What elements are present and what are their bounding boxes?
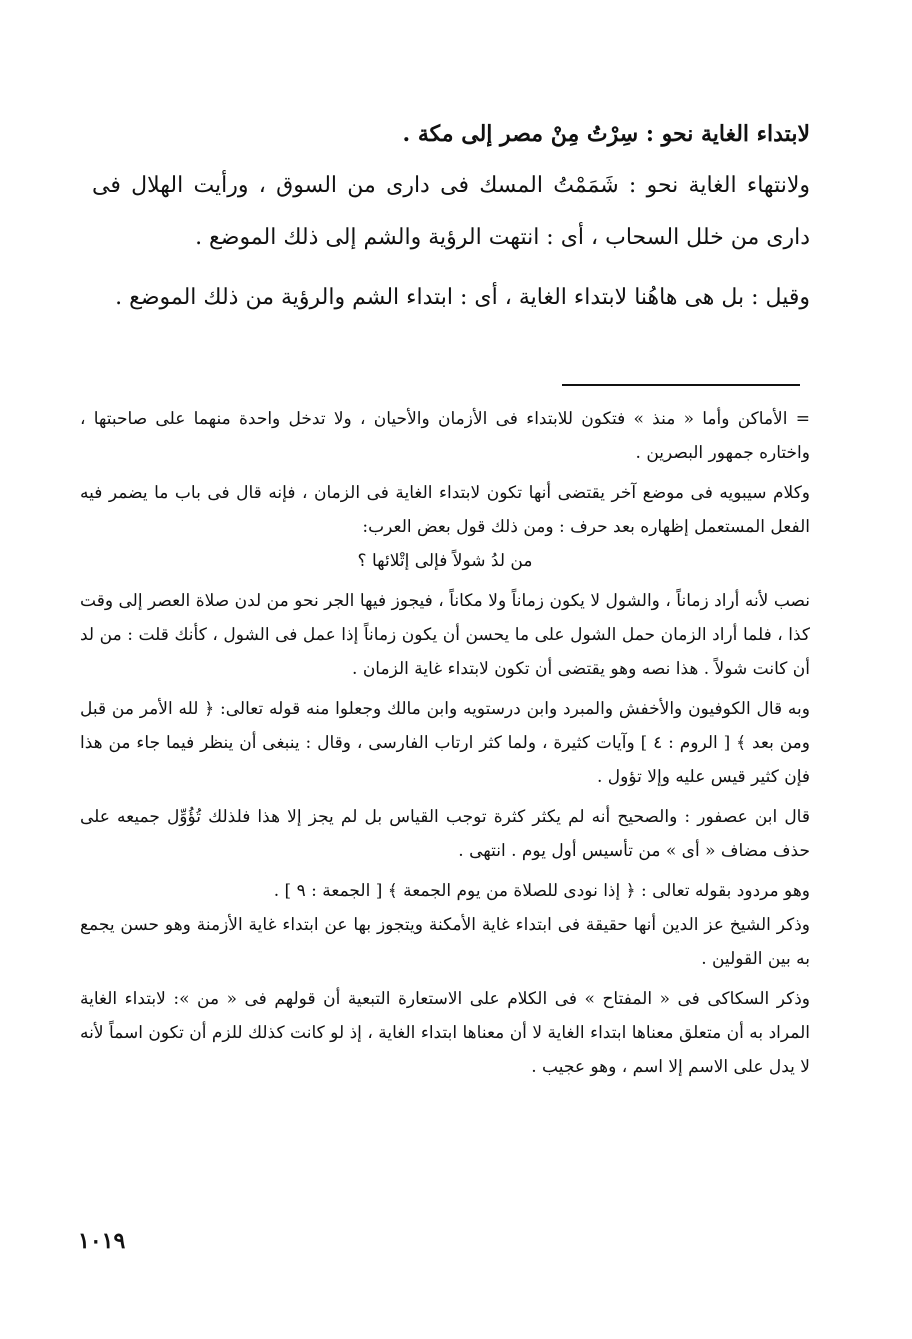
- main-text: [92, 108, 810, 324]
- paragraph-1: لابتداء الغاية نحو : سِرْتُ مِنْ مصر إلى مكة .: [402, 121, 810, 147]
- verse-line: من لدُ شولاً فإلى إتْلائها ؟: [357, 551, 533, 571]
- footnote-8: وذكر السكاكى فى « المفتاح » فى الكلام على الاستعارة التبعية أن قولهم فى « من »: لابتداء الغاية المراد به أن متعلق معناها ابتداء الغاية لا أن معناها ابتداء الغاية ، إذ لو كانت كذلك للزم أن تكون اسماً لأنه لا يدل على الاسم إلا اسم ، وهو عجيب .: [80, 989, 810, 1077]
- footnote-7: وذكر الشيخ عز الدين أنها حقيقة فى ابتداء غاية الأمكنة ويتجوز بها عن ابتداء غاية الأزمنة وهو حسن يجمع به بين القولين .: [80, 915, 810, 969]
- footnotes: [80, 402, 810, 1084]
- paragraph-2: ولانتهاء الغاية نحو : شَمَمْتُ المسك فى دارى من السوق ، ورأيت الهلال فى دارى من خلل السحاب ، أى : انتهت الرؤية والشم إلى ذلك الموضع .: [92, 173, 810, 250]
- footnote-2: وكلام سيبويه فى موضع آخر يقتضى أنها تكون لابتداء الغاية فى الزمان ، فإنه قال فى باب ما يضمر فيه الفعل المستعمل إظهاره بعد حرف : ومن ذلك قول بعض العرب:: [80, 483, 810, 537]
- paragraph-3: وقيل : بل هى هاهُنا لابتداء الغاية ، أى : ابتداء الشم والرؤية من ذلك الموضع .: [115, 285, 810, 310]
- footnote-1: = الأماكن وأما « منذ » فتكون للابتداء فى الأزمان والأحيان ، ولا تدخل واحدة منهما على صاحبتها ، واختاره جمهور البصرين .: [80, 409, 810, 463]
- footnote-6: وهو مردود بقوله تعالى : ﴿ إذا نودى للصلاة من يوم الجمعة ﴾ [ الجمعة : ٩ ] .: [273, 881, 810, 901]
- footnote-separator: [562, 384, 800, 386]
- footnote-4: وبه قال الكوفيون والأخفش والمبرد وابن درستويه وابن مالك وجعلوا منه قوله تعالى: ﴿ لله الأمر من قبل ومن بعد ﴾ [ الروم : ٤ ] وآيات كثيرة ، ولما كثر ارتاب الفارسى ، وقال : ينبغى أن ينظر فيما جاء من هذا فإن كثير قيس عليه وإلا تؤول .: [80, 699, 810, 787]
- page-number: ١٠١٩: [78, 1228, 126, 1254]
- footnote-5: قال ابن عصفور : والصحيح أنه لم يكثر كثرة توجب القياس بل لم يجز إلا هذا فلذلك تُؤُوِّل جميعه على حذف مضاف « أى » من تأسيس أول يوم . انتهى .: [80, 807, 810, 861]
- footnote-3: نصب لأنه أراد زماناً ، والشول لا يكون زماناً ولا مكاناً ، فيجوز فيها الجر نحو من لدن صلاة العصر إلى وقت كذا ، فلما أراد الزمان حمل الشول على ما يحسن أن يكون زماناً إذا عمل فى الشول ، كأنك قلت : من لد أن كانت شولاً . هذا نصه وهو يقتضى أن تكون لابتداء غاية الزمان .: [80, 591, 810, 679]
